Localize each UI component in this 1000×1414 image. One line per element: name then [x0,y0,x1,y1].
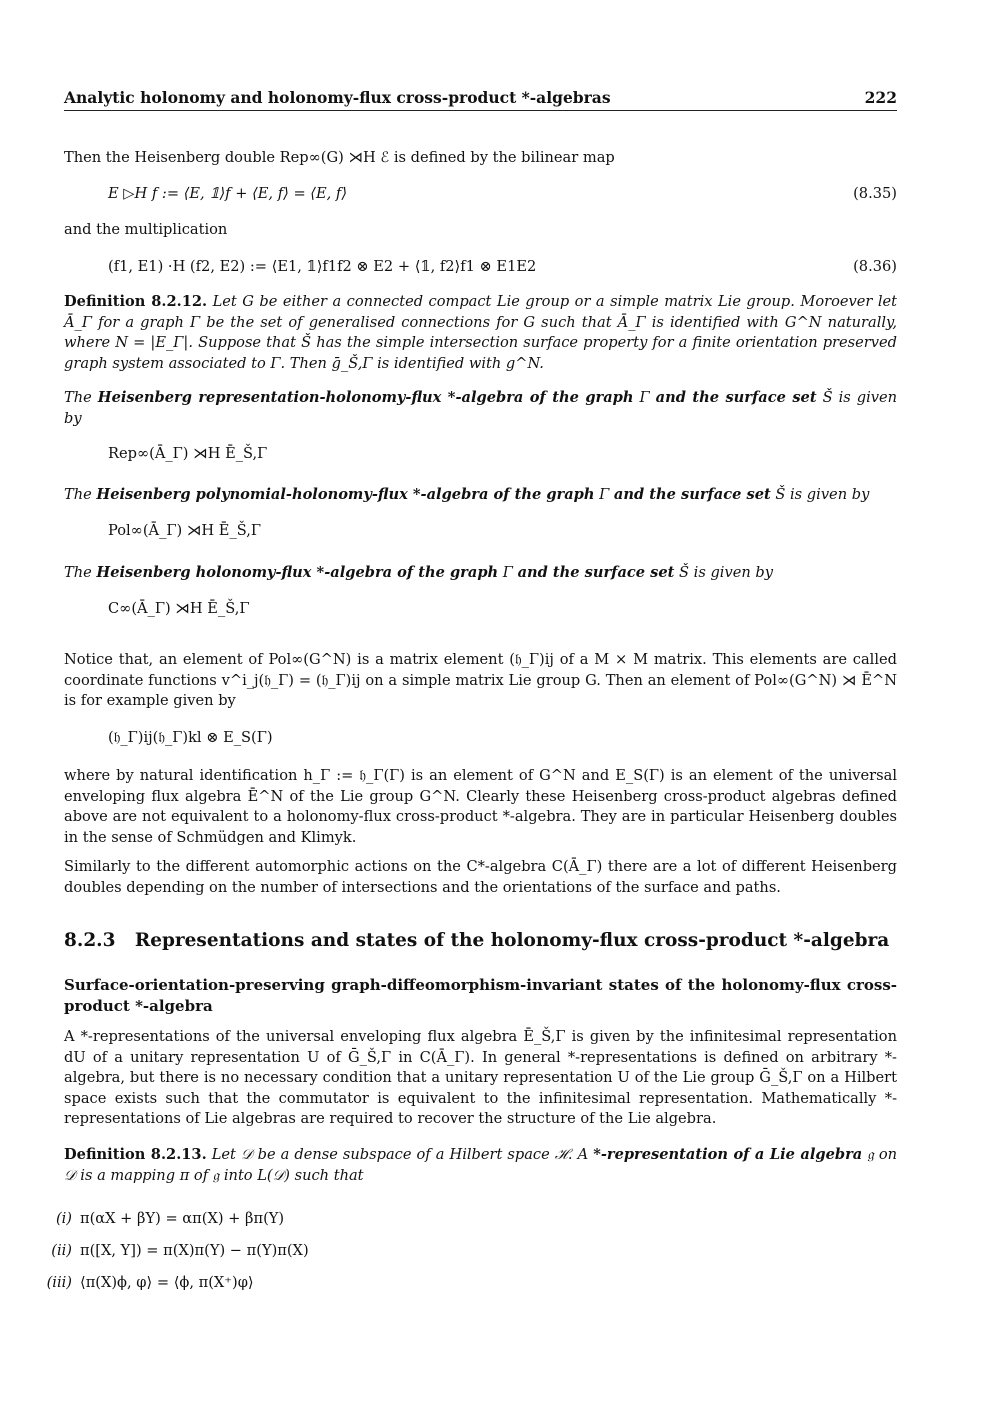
section-heading [64,931,897,952]
equation-number: (8.35) [853,185,897,202]
definition-label: Definition 8.2.13. [64,1146,207,1163]
paragraph-representations: A *-representations of the universal enveloping flux algebra Ē_Š,Γ is given by the infinitesimal representation dU of a unitary representation U of Ḡ_Š,Γ in C(Ā_Γ). In general *-representations is defined on arbitrary *-algebra, but there is no necessary condition that a unitary representation U of the Lie group Ḡ_Š,Γ on a Hilbert space exists such that the commutator is equivalent to the infinitesimal representation. Mathematically *-representations of Lie algebras are required to recover the structure of the Lie algebra. [64,1028,897,1127]
subsection-heading: Surface-orientation-preserving graph-diffeomorphism-invariant states of the holonomy-flux cross-product *-algebra [64,976,897,1015]
paragraph-identification: where by natural identification h_Γ := 𝔥_Γ(Γ) is an element of G^N and E_S(Γ) is an element of the universal enveloping flux algebra Ē^N of the Lie group G^N. Clearly these Heisenberg cross-product algebras defined above are not equivalent to a holonomy-flux cross-product *-algebra. They are in particular Heisenberg doubles in the sense of Schmüdgen and Klimyk. [64,767,897,846]
hol-statement: The Heisenberg holonomy-flux *-algebra of the graph Γ and the surface set Š is given by [64,564,773,581]
paragraph-multiplication: and the multiplication [64,221,228,238]
list-item: (ii) π([X, Y]) = π(X)π(Y) − π(Y)π(X) [51,1242,309,1259]
section-title: Representations and states of the holonomy-flux cross-product *-algebra [134,930,890,951]
list-item: (iii) ⟨π(X)ϕ, φ⟩ = ⟨ϕ, π(X⁺)φ⟩ [46,1274,254,1291]
hol-formula: C∞(Ā_Γ) ⋊H Ē_Š,Γ [108,600,250,617]
equation-8-36: (f1, E1) ·H (f2, E2) := ⟨E1, 𝟙⟩f1f2 ⊗ E2 + ⟨𝟙, f2⟩f1 ⊗ E1E2 (8.36) [108,258,897,275]
definition-8-2-12 [64,292,897,374]
header-title: Analytic holonomy and holonomy-flux cross-product *-algebras [64,88,611,107]
paragraph-notice: Notice that, an element of Pol∞(G^N) is a matrix element (𝔥_Γ)ij of a M × M matrix. This elements are called coordinate functions v^i_j(𝔥_Γ) = (𝔥_Γ)ij on a simple matrix Lie group G. Then an element of Pol∞(G^N) ⋊ Ē^N is for example given by [64,651,897,709]
pol-formula: Pol∞(Ā_Γ) ⋊H Ē_Š,Γ [108,522,261,539]
rep-formula: Rep∞(Ā_Γ) ⋊H Ē_Š,Γ [108,445,268,462]
equation-8-35: E ▷H f := ⟨E, 𝟙⟩f + ⟨E, f⟩ = ⟨E, f⟩ (8.35) [108,185,897,202]
equation-number: (8.36) [853,258,897,275]
definition-text: Let G be either a connected compact Lie group or a simple matrix Lie group. Moroever let Ā_Γ for a graph Γ be the set of generalised connections for G such that Ā_Γ is identified with G^N naturally, where N = |E_Γ|. Suppose that Š has the simple intersection surface property for a finite orientation preserved graph system associated to Γ. Then ḡ_Š,Γ is identified with g^N. [64,293,898,372]
list-item: (i) π(αX + βY) = απ(X) + βπ(Y) [55,1210,285,1227]
coordinate-formula: (𝔥_Γ)ij(𝔥_Γ)kl ⊗ E_S(Γ) [108,729,273,746]
page-number: 222 [864,88,897,107]
rep-statement: The Heisenberg representation-holonomy-flux *-algebra of the graph Γ and the surface set Š is given by [64,389,898,427]
definition-8-2-13: Definition 8.2.13. Let 𝒟 be a dense subspace of a Hilbert space ℋ. A *-representation of a Lie algebra 𝔤 on 𝒟 is a mapping π of 𝔤 into L(𝒟) such that [64,1146,898,1184]
pol-statement: The Heisenberg polynomial-holonomy-flux *-algebra of the graph Γ and the surface set Š is given by [64,486,870,503]
paragraph-intro: Then the Heisenberg double Rep∞(G) ⋊H ℰ is defined by the bilinear map [64,149,615,166]
section-number: 8.2.3 [64,930,116,951]
running-header [64,88,897,111]
definition-label: Definition 8.2.12. [64,293,208,310]
paragraph-automorphic: Similarly to the different automorphic actions on the C*-algebra C(Ā_Γ) there are a lot of different Heisenberg doubles depending on the number of intersections and the orientations of the surface and paths. [64,858,897,896]
page [64,88,897,111]
